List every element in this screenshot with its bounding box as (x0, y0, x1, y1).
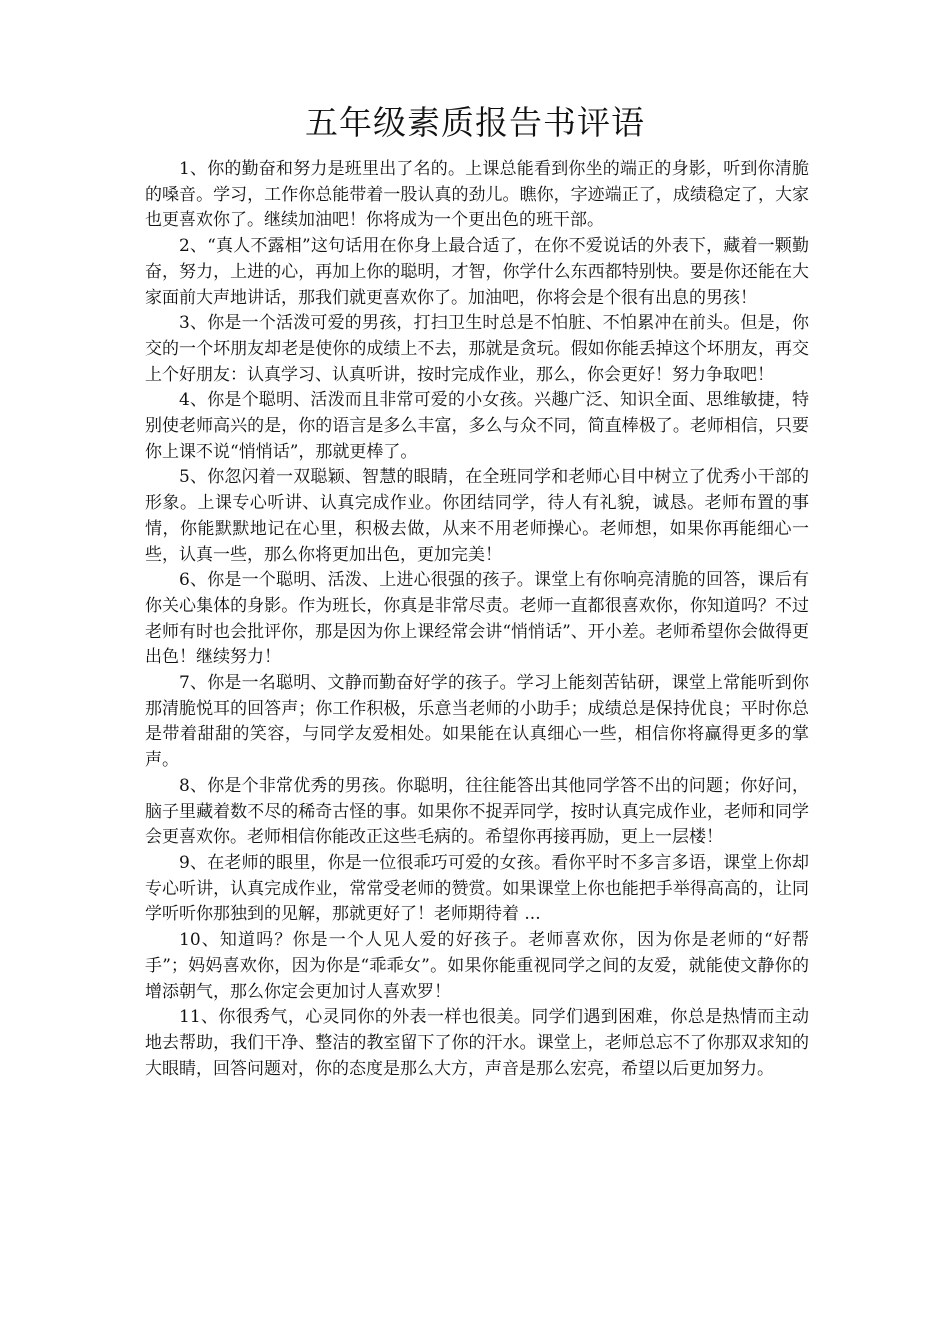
comment-paragraph-4: 4、你是个聪明、活泼而且非常可爱的小女孩。兴趣广泛、知识全面、思维敏捷，特别使老师高兴的是，你的语言是多么丰富，多么与众不同，简直棒极了。老师相信，只要你上课不说“悄悄话”，那就更棒了。 (145, 390, 809, 462)
comment-paragraph-9: 9、在老师的眼里，你是一位很乖巧可爱的女孩。看你平时不多言多语，课堂上你却专心听讲，认真完成作业，常常受老师的赞赏。如果课堂上你也能把手举得高高的，让同学听听你那独到的见解，那就更好了！老师期待着 ... (145, 852, 809, 925)
comment-paragraph-1: 1、你的勤奋和努力是班里出了名的。上课总能看到你坐的端正的身影，听到你清脆的嗓音。学习，工作你总能带着一股认真的劲儿。瞧你，字迹端正了，成绩稳定了，大家也更喜欢你了。继续加油吧！你将成为一个更出色的班干部。 (145, 159, 809, 231)
document-body (145, 157, 809, 1082)
document-title: 五年级素质报告书评语 (305, 103, 645, 142)
comment-paragraph-6: 6、你是一个聪明、活泼、上进心很强的孩子。课堂上有你响亮清脆的回答，课后有你关心集体的身影。作为班长，你真是非常尽责。老师一直都很喜欢你，你知道吗？不过老师有时也会批评你，那是因为你上课经常会讲“悄悄话”、开小差。老师希望你会做得更出色！继续努力！ (145, 570, 809, 668)
comment-paragraph-10: 10、知道吗？你是一个人见人爱的好孩子。老师喜欢你，因为你是老师的“好帮手”；妈妈喜欢你，因为你是“乖乖女”。如果你能重视同学之间的友爱，就能使文静你的增添朝气，那么你定会更加讨人喜欢罗！ (145, 930, 809, 1002)
comment-paragraph-2: 2、“真人不露相”这句话用在你身上最合适了，在你不爱说话的外表下，藏着一颗勤奋，努力，上进的心，再加上你的聪明，才智，你学什么东西都特别快。要是你还能在大家面前大声地讲话，那我们就更喜欢你了。加油吧，你将会是个很有出息的男孩！ (145, 236, 809, 308)
comment-paragraph-5: 5、你忽闪着一双聪颖、智慧的眼睛，在全班同学和老师心目中树立了优秀小干部的形象。上课专心听讲、认真完成作业。你团结同学，待人有礼貌，诚恳。老师布置的事情，你能默默地记在心里，积极去做，从来不用老师操心。老师想，如果你再能细心一些，认真一些，那么你将更加出色，更加完美！ (145, 467, 809, 565)
comment-paragraph-8: 8、你是个非常优秀的男孩。你聪明，往往能答出其他同学答不出的问题；你好问，脑子里藏着数不尽的稀奇古怪的事。如果你不捉弄同学，按时认真完成作业，老师和同学会更喜欢你。老师相信你能改正这些毛病的。希望你再接再励，更上一层楼！ (145, 775, 809, 848)
comment-paragraph-11: 11、你很秀气，心灵同你的外表一样也很美。同学们遇到困难，你总是热情而主动地去帮助，我们干净、整洁的教室留下了你的汗水。课堂上，老师总忘不了你那双求知的大眼睛，回答问题对，你的态度是那么大方，声音是那么宏亮，希望以后更加努力。 (145, 1007, 809, 1079)
comment-paragraph-7: 7、你是一名聪明、文静而勤奋好学的孩子。学习上能刻苦钻研，课堂上常能听到你那清脆悦耳的回答声；你工作积极，乐意当老师的小助手；成绩总是保持优良；平时你总是带着甜甜的笑容，与同学友爱相处。如果能在认真细心一些，相信你将赢得更多的掌声。 (145, 673, 809, 771)
comment-paragraph-3: 3、你是一个活泼可爱的男孩，打扫卫生时总是不怕脏、不怕累冲在前头。但是，你交的一个坏朋友却老是使你的成绩上不去，那就是贪玩。假如你能丢掉这个坏朋友，再交上个好朋友：认真学习、认真听讲，按时完成作业，那么，你会更好！努力争取吧！ (145, 313, 809, 385)
